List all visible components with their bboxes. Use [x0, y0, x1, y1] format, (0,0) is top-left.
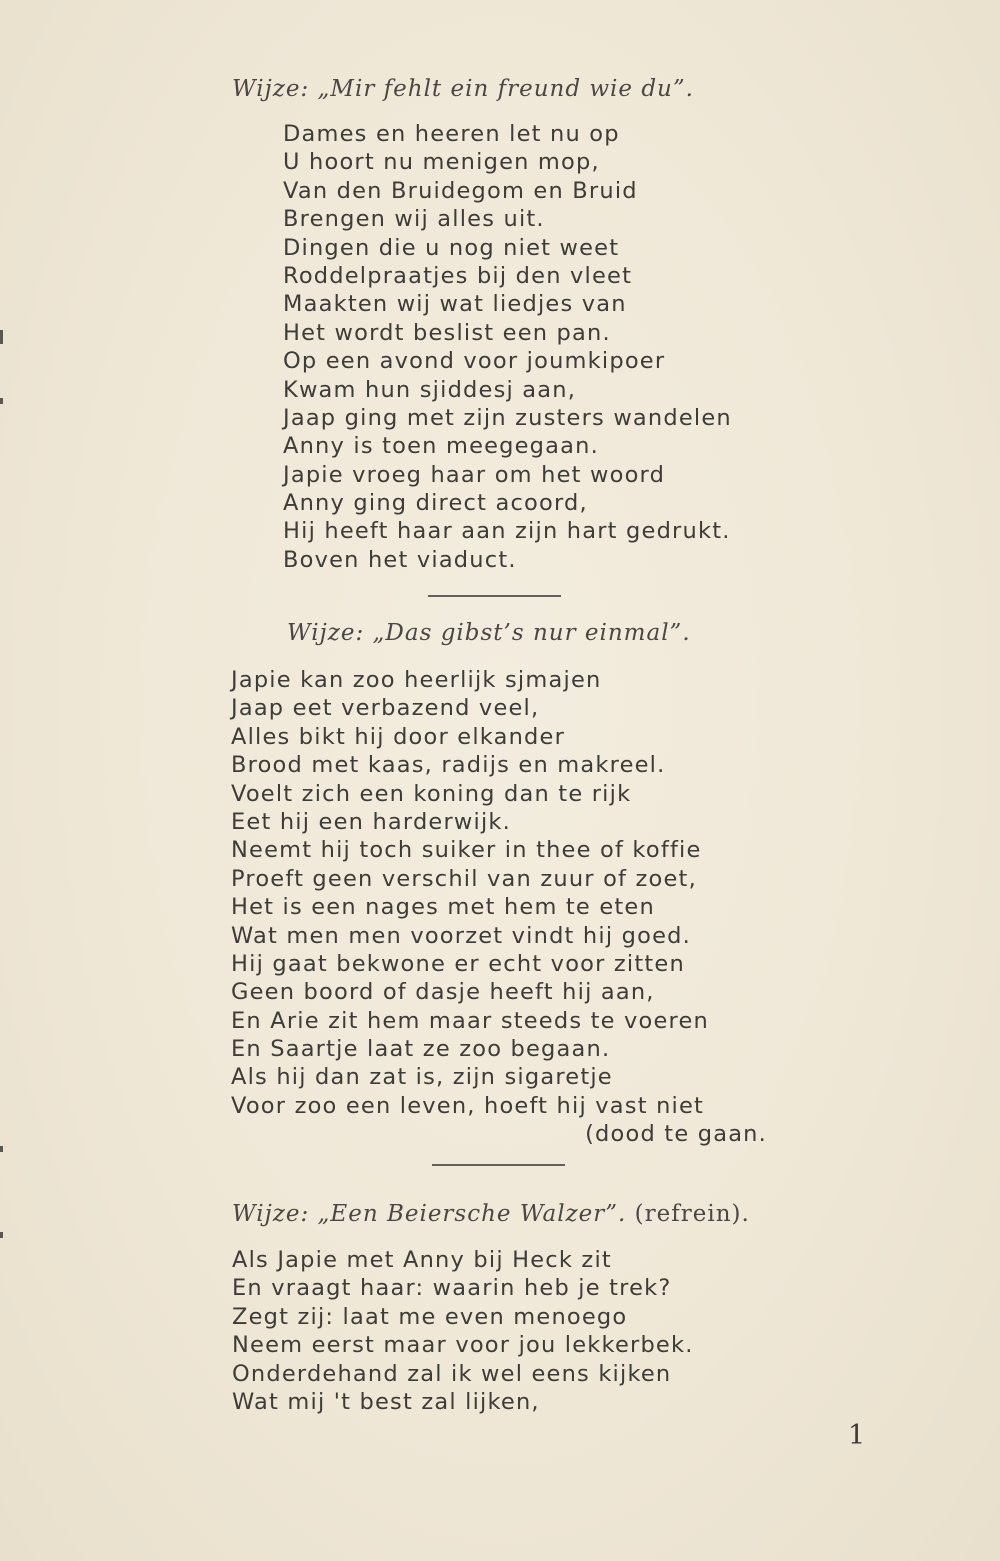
section-divider	[432, 1164, 565, 1166]
verse-line: Voelt zich een koning dan te rijk	[231, 780, 632, 807]
verse-line: Jaap ging met zijn zusters wandelen	[283, 404, 732, 431]
verse-line: Alles bikt hij door elkander	[231, 723, 566, 750]
song-verse	[231, 666, 767, 1149]
verse-line: U hoort nu menigen mop,	[283, 149, 600, 176]
verse-line: Zegt zij: laat me even menoego	[232, 1303, 628, 1330]
verse-line: Brengen wij alles uit.	[283, 206, 545, 233]
song-tune-title: Wijze: „Mir fehlt ein freund wie du”.	[232, 76, 694, 102]
verse-line: Wat men men voorzet vindt hij goed.	[231, 922, 691, 949]
verse-line: Het is een nages met hem te eten	[231, 894, 655, 921]
verse-line: Japie kan zoo heerlijk sjmajen	[231, 667, 602, 693]
verse-line: En Arie zit hem maar steeds te voeren	[231, 1007, 710, 1034]
verse-line: Proeft geen verschil van zuur of zoet,	[231, 865, 697, 892]
song-tune-heading	[287, 620, 691, 646]
song-verse	[232, 1246, 752, 1416]
song-tune-title: Wijze: „Een Beiersche Walzer”.	[232, 1201, 627, 1227]
song-tune-title: Wijze: „Das gibst’s nur einmal”.	[287, 620, 691, 646]
verse-line: Van den Bruidegom en Bruid	[283, 177, 638, 204]
verse-line: Eet hij een harderwijk.	[231, 808, 512, 835]
verse-line: Dames en heeren let nu op	[283, 121, 620, 147]
verse-line: Hij gaat bekwone er echt voor zitten	[231, 950, 685, 977]
verse-line: Roddelpraatjes bij den vleet	[283, 262, 633, 289]
binding-mark	[0, 1232, 3, 1238]
verse-line: Brood met kaas, radijs en makreel.	[231, 752, 666, 779]
verse-line: Voor zoo een leven, hoeft hij vast niet	[231, 1092, 705, 1119]
verse-line: Als Japie met Anny bij Heck zit	[232, 1247, 612, 1273]
verse-line: Als hij dan zat is, zijn sigaretje	[231, 1064, 613, 1091]
song-tune-heading	[232, 76, 694, 102]
verse-line: Het wordt beslist een pan.	[283, 319, 611, 346]
page-number: 1	[848, 1420, 866, 1451]
song-verse	[283, 120, 783, 574]
verse-line: Maakten wij wat liedjes van	[283, 291, 627, 318]
verse-line: Dingen die u nog niet weet	[283, 234, 620, 261]
verse-line: Jaap eet verbazend veel,	[231, 695, 540, 722]
verse-line: Japie vroeg haar om het woord	[283, 461, 666, 488]
binding-mark	[0, 1146, 3, 1152]
verse-line: Neem eerst maar voor jou lekkerbek.	[232, 1332, 694, 1359]
section-divider	[428, 595, 561, 597]
verse-line: Boven het viaduct.	[283, 546, 517, 573]
verse-line: Geen boord of dasje heeft hij aan,	[231, 979, 655, 1006]
verse-line: Neemt hij toch suiker in thee of koffie	[231, 837, 702, 864]
verse-line: Anny is toen meegegaan.	[283, 433, 599, 460]
verse-line: En vraagt haar: waarin heb je trek?	[232, 1275, 672, 1302]
song-tune-heading	[232, 1201, 750, 1227]
binding-mark	[0, 398, 3, 404]
verse-line: En Saartje laat ze zoo begaan.	[231, 1036, 611, 1063]
verse-line: Anny ging direct acoord,	[283, 490, 588, 517]
verse-line: Kwam hun sjiddesj aan,	[283, 376, 577, 403]
verse-line: Hij heeft haar aan zijn hart gedrukt.	[283, 518, 731, 545]
verse-line: Onderdehand zal ik wel eens kijken	[232, 1360, 672, 1387]
refrain-note: (refrein).	[634, 1201, 750, 1227]
binding-mark	[0, 330, 3, 344]
verse-line: Op een avond voor joumkipoer	[283, 348, 666, 375]
verse-line-continuation: (dood te gaan.	[585, 1121, 767, 1148]
verse-line: Wat mij 't best zal lijken,	[232, 1388, 540, 1415]
